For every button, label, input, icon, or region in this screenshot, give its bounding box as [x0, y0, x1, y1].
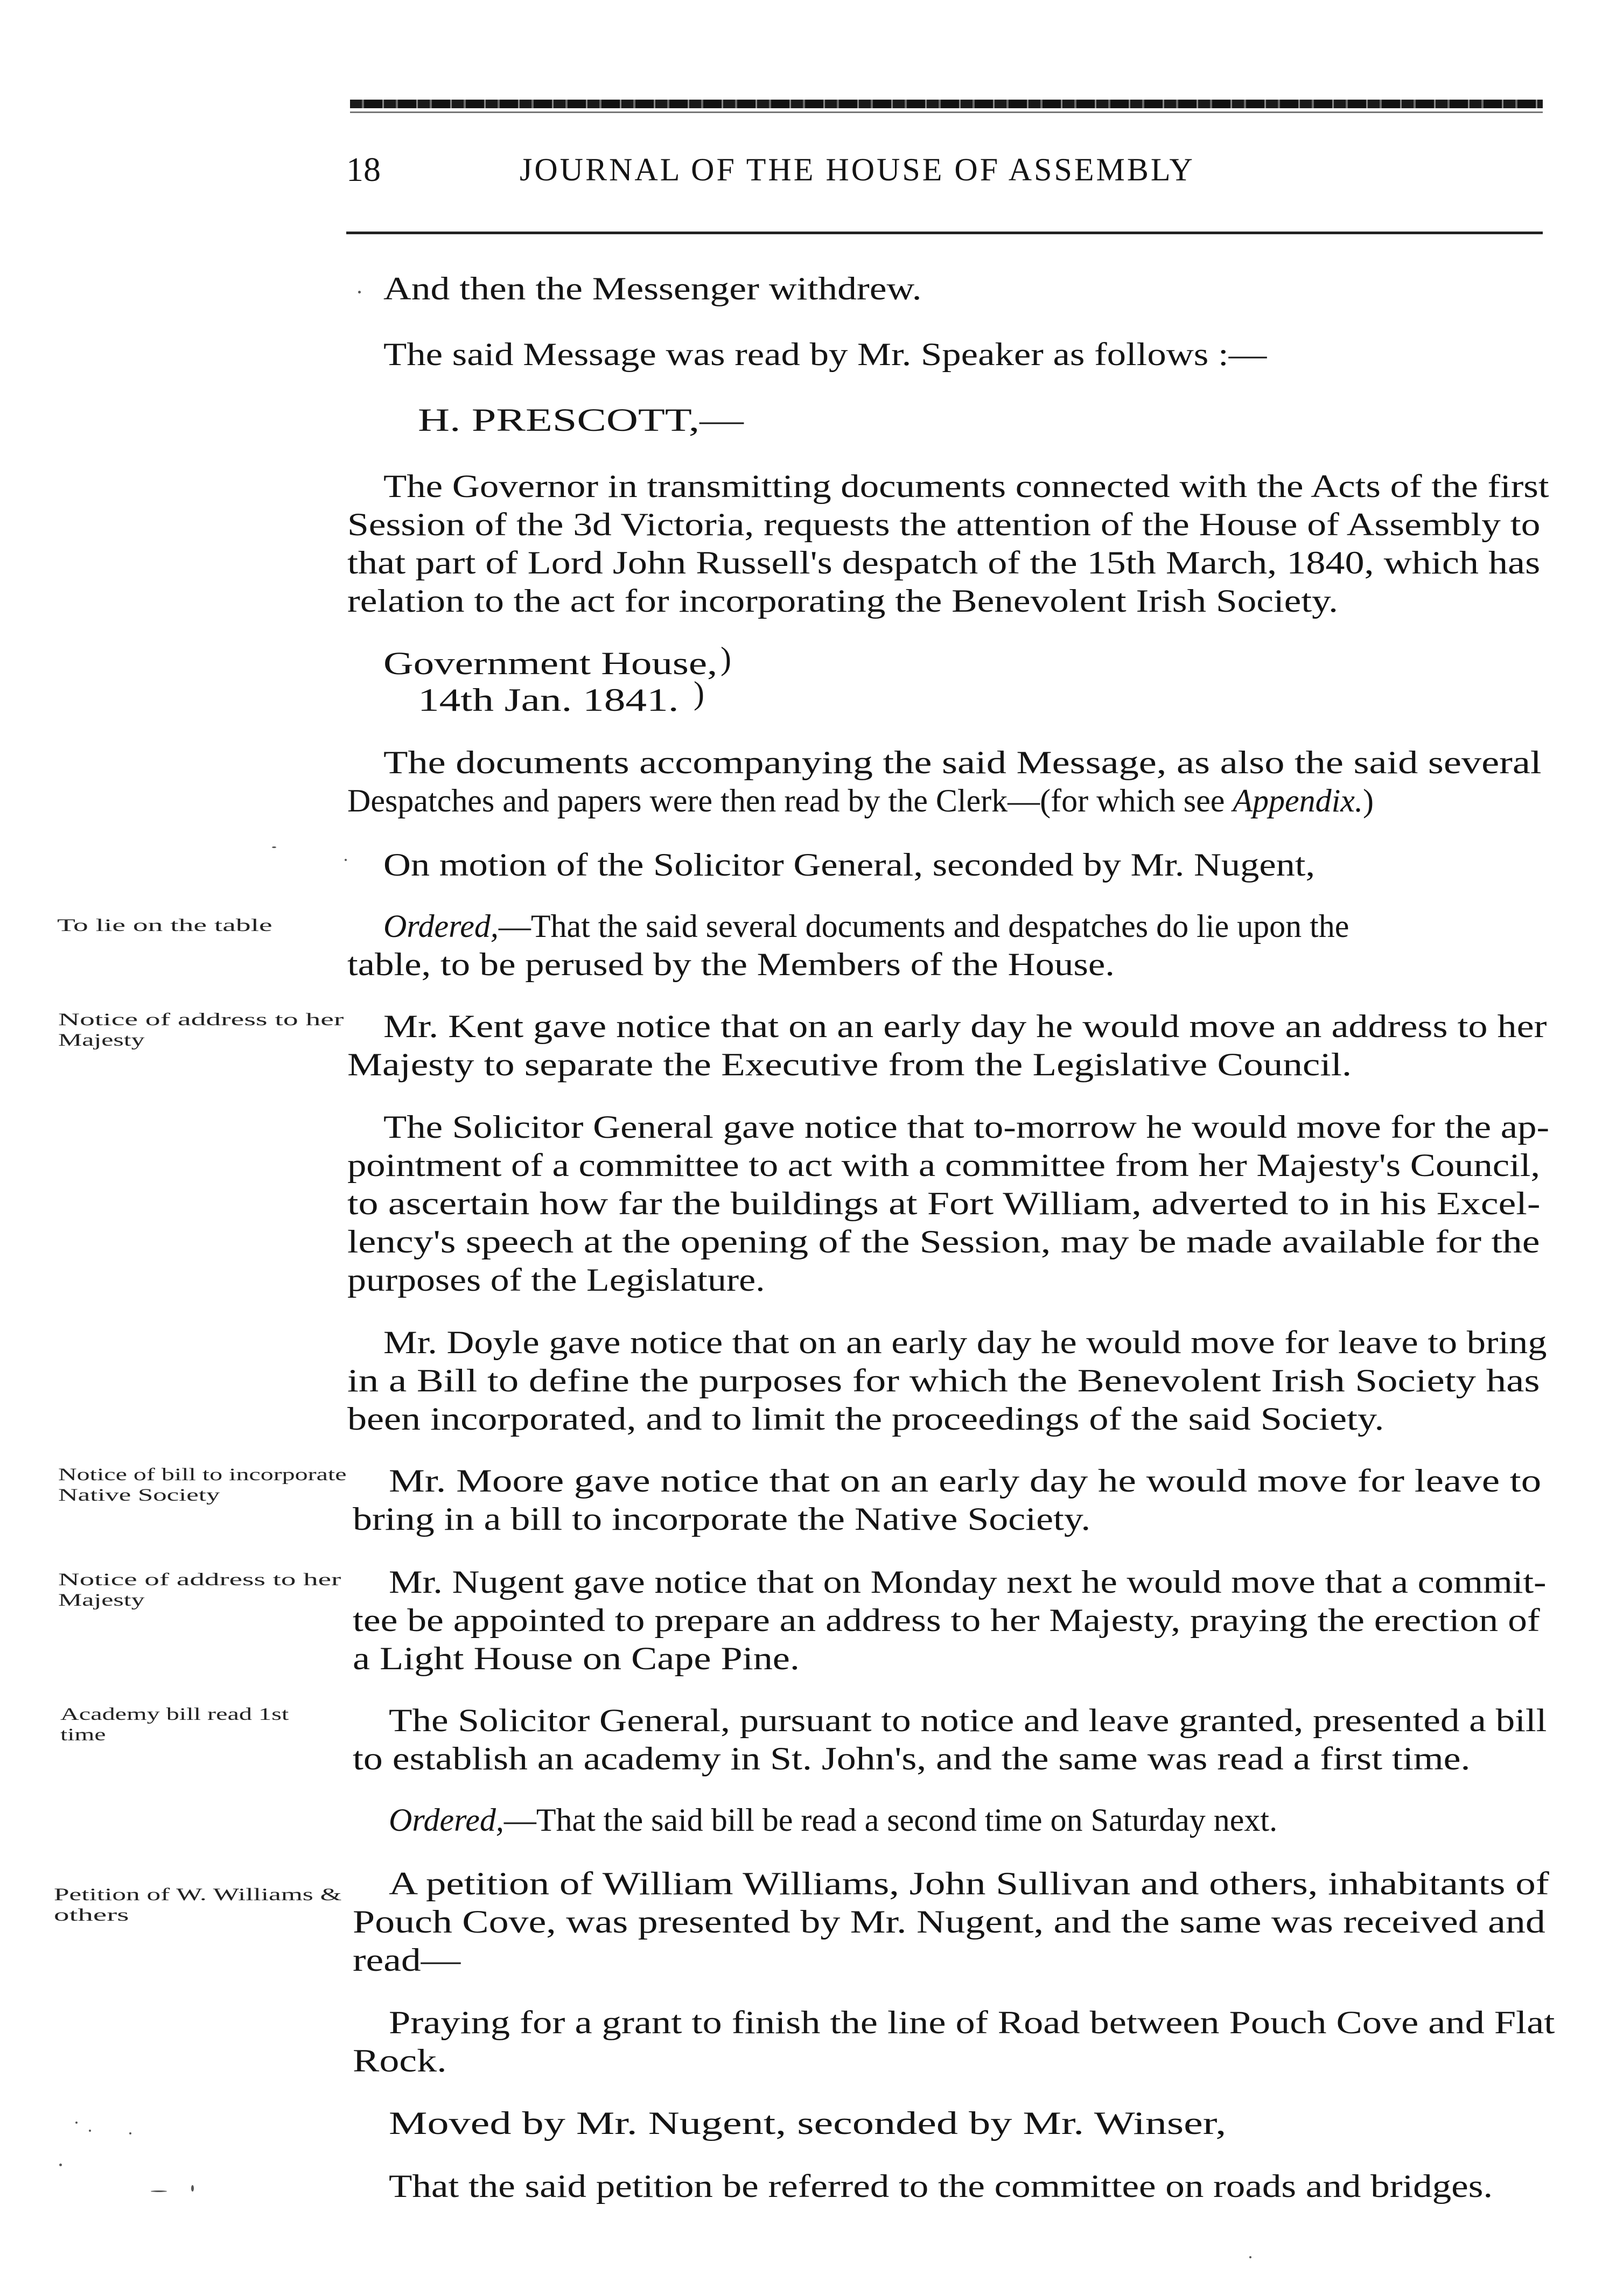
scan-speck — [358, 291, 361, 293]
body-line: a Light House on Cape Pine. — [353, 1641, 800, 1676]
margin-note: Majesty — [58, 1031, 145, 1050]
body-line: And then the Messenger withdrew. — [383, 271, 922, 306]
body-line: Pouch Cove, was presented by Mr. Nugent, and the same was received and — [353, 1904, 1545, 1940]
body-line: On motion of the Solicitor General, seconded by Mr. Nugent, — [383, 847, 1316, 883]
body-line: A petition of William Williams, John Sullivan and others, inhabitants of — [389, 1866, 1549, 1901]
top-thin-rule — [350, 111, 1543, 113]
signature-date: 14th Jan. 1841. — [418, 682, 679, 718]
body-line: read— — [353, 1942, 461, 1978]
margin-note: Majesty — [58, 1591, 145, 1610]
top-ornamental-rule — [350, 100, 1543, 108]
body-line — [347, 780, 1374, 821]
margin-note: Petition of W. Williams & — [54, 1885, 342, 1905]
line-text: —That the said bill be read a second time on Saturday next. — [503, 1802, 1278, 1838]
scan-speck — [272, 846, 276, 848]
body-line: Rock. — [353, 2043, 447, 2078]
body-line: That the said petition be referred to the committee on roads and bridges. — [389, 2168, 1493, 2204]
brace-bottom: ) — [694, 675, 704, 711]
scan-speck — [1249, 2256, 1251, 2258]
margin-note: Notice of bill to incorporate — [58, 1465, 347, 1485]
body-line: Majesty to separate the Executive from the Legislative Council. — [347, 1047, 1352, 1082]
margin-note: To lie on the table — [57, 916, 272, 935]
body-line: Praying for a grant to finish the line of Road between Pouch Cove and Flat — [389, 2005, 1555, 2040]
body-line: The said Message was read by Mr. Speaker as follows :— — [383, 337, 1267, 372]
scan-speck — [75, 2122, 78, 2124]
body-line: The documents accompanying the said Message, as also the said several — [383, 745, 1542, 780]
page-number: 18 — [346, 150, 381, 188]
body-line: Mr. Doyle gave notice that on an early day he would move for leave to bring — [383, 1325, 1547, 1360]
ordered-label: Ordered, — [383, 908, 499, 944]
scan-speck — [191, 2185, 194, 2192]
scan-speck — [151, 2190, 167, 2192]
body-line: in a Bill to define the purposes for which the Benevolent Irish Society has — [347, 1363, 1540, 1398]
body-line: Mr. Nugent gave notice that on Monday next he would move that a commit- — [389, 1564, 1547, 1600]
body-line — [383, 906, 1349, 947]
body-line: lency's speech at the opening of the Session, may be made available for the — [347, 1224, 1540, 1259]
body-line: Mr. Moore gave notice that on an early day he would move for leave to — [389, 1463, 1542, 1499]
body-line: tee be appointed to prepare an address to her Majesty, praying the erection of — [353, 1602, 1540, 1638]
scan-speck — [59, 2164, 62, 2166]
scan-speck — [345, 859, 347, 861]
body-line: The Solicitor General, pursuant to notice and leave granted, presented a bill — [389, 1703, 1547, 1738]
ordered-label: Ordered, — [389, 1802, 504, 1838]
body-line: that part of Lord John Russell's despatch of the 15th March, 1840, which has — [347, 545, 1541, 580]
margin-note: Native Society — [58, 1486, 220, 1505]
body-line: relation to the act for incorporating the Benevolent Irish Society. — [347, 583, 1338, 619]
body-line: to ascertain how far the buildings at Fort William, adverted to in his Excel- — [347, 1186, 1541, 1221]
body-line: Mr. Kent gave notice that on an early day he would move an address to her — [383, 1009, 1547, 1044]
body-line: The Governor in transmitting documents connected with the Acts of the first — [383, 468, 1549, 504]
body-line: pointment of a committee to act with a committee from her Majesty's Council, — [347, 1147, 1541, 1183]
line-text: ) — [1362, 783, 1374, 818]
body-line: table, to be perused by the Members of the House. — [347, 947, 1115, 982]
body-line — [389, 1800, 1277, 1840]
body-line: bring in a bill to incorporate the Native Society. — [353, 1501, 1091, 1537]
appendix-ref: Appendix. — [1233, 783, 1363, 818]
scan-speck — [89, 2130, 91, 2132]
margin-note: time — [60, 1725, 106, 1745]
body-line: Session of the 3d Victoria, requests the attention of the House of Assembly to — [347, 507, 1541, 542]
margin-note: others — [54, 1906, 129, 1925]
page-title: JOURNAL OF THE HOUSE OF ASSEMBLY — [520, 152, 1195, 187]
header-rule — [346, 232, 1543, 234]
signature-place: Government House, — [383, 646, 718, 681]
body-line: been incorporated, and to limit the proceedings of the said Society. — [347, 1401, 1384, 1437]
body-line: purposes of the Legislature. — [347, 1262, 765, 1298]
margin-note: Notice of address to her — [58, 1570, 341, 1590]
body-line: The Solicitor General gave notice that to-morrow he would move for the ap- — [383, 1109, 1550, 1145]
margin-note: Academy bill read 1st — [60, 1705, 289, 1724]
brace-top: ) — [720, 641, 731, 676]
line-text: —That the said several documents and despatches do lie upon the — [498, 908, 1349, 944]
body-line: to establish an academy in St. John's, and the same was read a first time. — [353, 1741, 1471, 1776]
margin-note: Notice of address to her — [58, 1010, 344, 1030]
scan-speck — [129, 2132, 131, 2134]
body-line: Moved by Mr. Nugent, seconded by Mr. Winser, — [389, 2105, 1227, 2141]
line-text: Despatches and papers were then read by the Clerk—(for which see — [347, 783, 1233, 818]
body-line: H. PRESCOTT,— — [418, 402, 744, 438]
